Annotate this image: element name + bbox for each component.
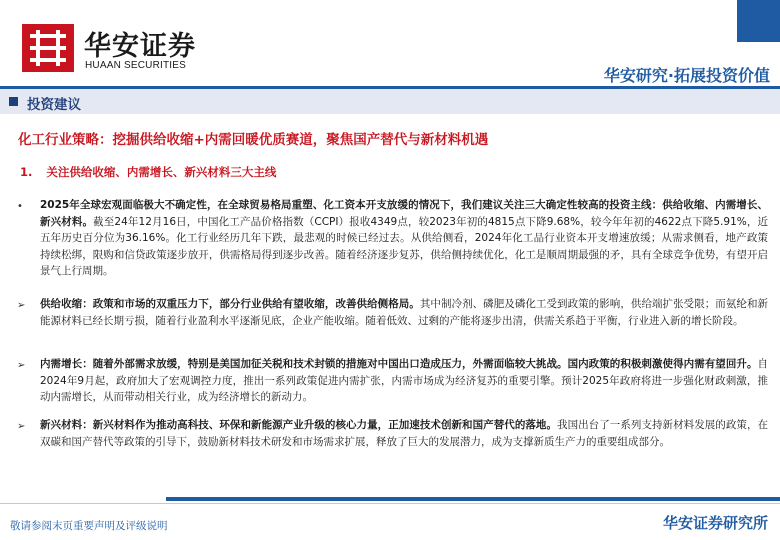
paragraph-lead: 2025年全球宏观面临极大不确定性，在全球贸易格局重塑、化工资本开支放缓的情况下，我们建议关注三大确定性较高的投资主线：供给收缩、内需增长、新兴材料。 xyxy=(40,199,768,228)
bullet-arrow-icon: ➢ xyxy=(17,300,26,311)
bullet-arrow-icon: ➢ xyxy=(17,421,26,432)
bullet-arrow-icon: ➢ xyxy=(17,360,26,371)
paragraph-body: 自2024年9月起，政府加大了宏观调控力度，推出一系列政策促进内需扩张，内需市场成为经济复苏的重要引擎。预计2025年政府将进一步强化财政刺激，推动内需增长，从而带动相关行业，成为经济增长的新动力。 xyxy=(40,358,768,403)
header-slogan: 华安研究·拓展投资价值 xyxy=(603,66,770,85)
section-title: 投资建议 xyxy=(27,97,81,113)
paragraph-body: 截至24年12月16日，中国化工产品价格指数（CCPI）报收4349点，较2023年初的4815点下降9.68%，较今年年初的4622点下降5.91%，近五年历史百分位为36.16%。化工行业经历几年下跌，最悲观的时候已经过去。从供给侧看，2024年化工品行业资本开支增速放缓；从需求侧看，地产政策持续松绑，限购和信贷政策逐步放开，供需格局得到逐步改善。随着经济逐步复苏，供给侧持续优化，化工是顺周期最强的矛，具有全球竞争优势，有望开启景气上行周期。 xyxy=(40,215,768,277)
paragraph-overview xyxy=(40,197,768,280)
section-square-icon xyxy=(9,97,18,106)
footer-org-name: 华安证券研究所 xyxy=(662,514,768,532)
brand-name-en: HUAAN SECURITIES xyxy=(85,60,186,71)
subheading-text: 关注供给收缩、内需增长、新兴材料三大主线 xyxy=(46,165,277,179)
paragraph-lead: 新兴材料：新兴材料作为推动高科技、环保和新能源产业升级的核心力量，正加速技术创新和国产替代的落地。 xyxy=(40,419,558,431)
bullet-dot-icon: • xyxy=(17,201,23,212)
paragraph-demand xyxy=(40,356,768,406)
section-bar xyxy=(0,89,780,114)
brand-name-cn: 华安证券 xyxy=(84,31,196,62)
company-logo xyxy=(22,24,74,72)
footer-thin-divider xyxy=(0,503,780,504)
footer-divider xyxy=(166,497,780,501)
subheading xyxy=(20,164,276,180)
page-headline: 化工行业策略：挖掘供给收缩+内需回暖优质赛道，聚焦国产替代与新材料机遇 xyxy=(18,132,489,148)
paragraph-lead: 内需增长：随着外部需求放缓，特别是美国加征关税和技术封锁的措施对中国出口造成压力，外需面临较大挑战。国内政策的积极刺激使得内需有望回升。 xyxy=(40,358,758,370)
footer-disclaimer: 敬请参阅末页重要声明及评级说明 xyxy=(10,520,168,532)
paragraph-lead: 供给收缩：政策和市场的双重压力下，部分行业供给有望收缩，改善供给侧格局。 xyxy=(40,298,420,310)
paragraph-body: 我国出台了一系列支持新材料发展的政策，在双碳和国产替代等政策的引导下，鼓励新材料技术研发和市场需求扩展，释放了巨大的发展潜力，成为支撑新质生产力的重要组成部分。 xyxy=(40,419,769,448)
paragraph-supply xyxy=(40,296,768,329)
paragraph-body: 其中制冷剂、磷肥及磷化工受到政策的影响，供给端扩张受限；而氨纶和新能源材料已经长期亏损，随着行业盈利水平逐渐见底，企业产能收缩。随着低效、过剩的产能将逐步出清，供需关系趋于平衡，行业进入新的增长阶段。 xyxy=(40,298,769,327)
subheading-number: 1. xyxy=(20,165,33,179)
paragraph-materials xyxy=(40,417,768,450)
corner-accent-block xyxy=(737,0,780,42)
